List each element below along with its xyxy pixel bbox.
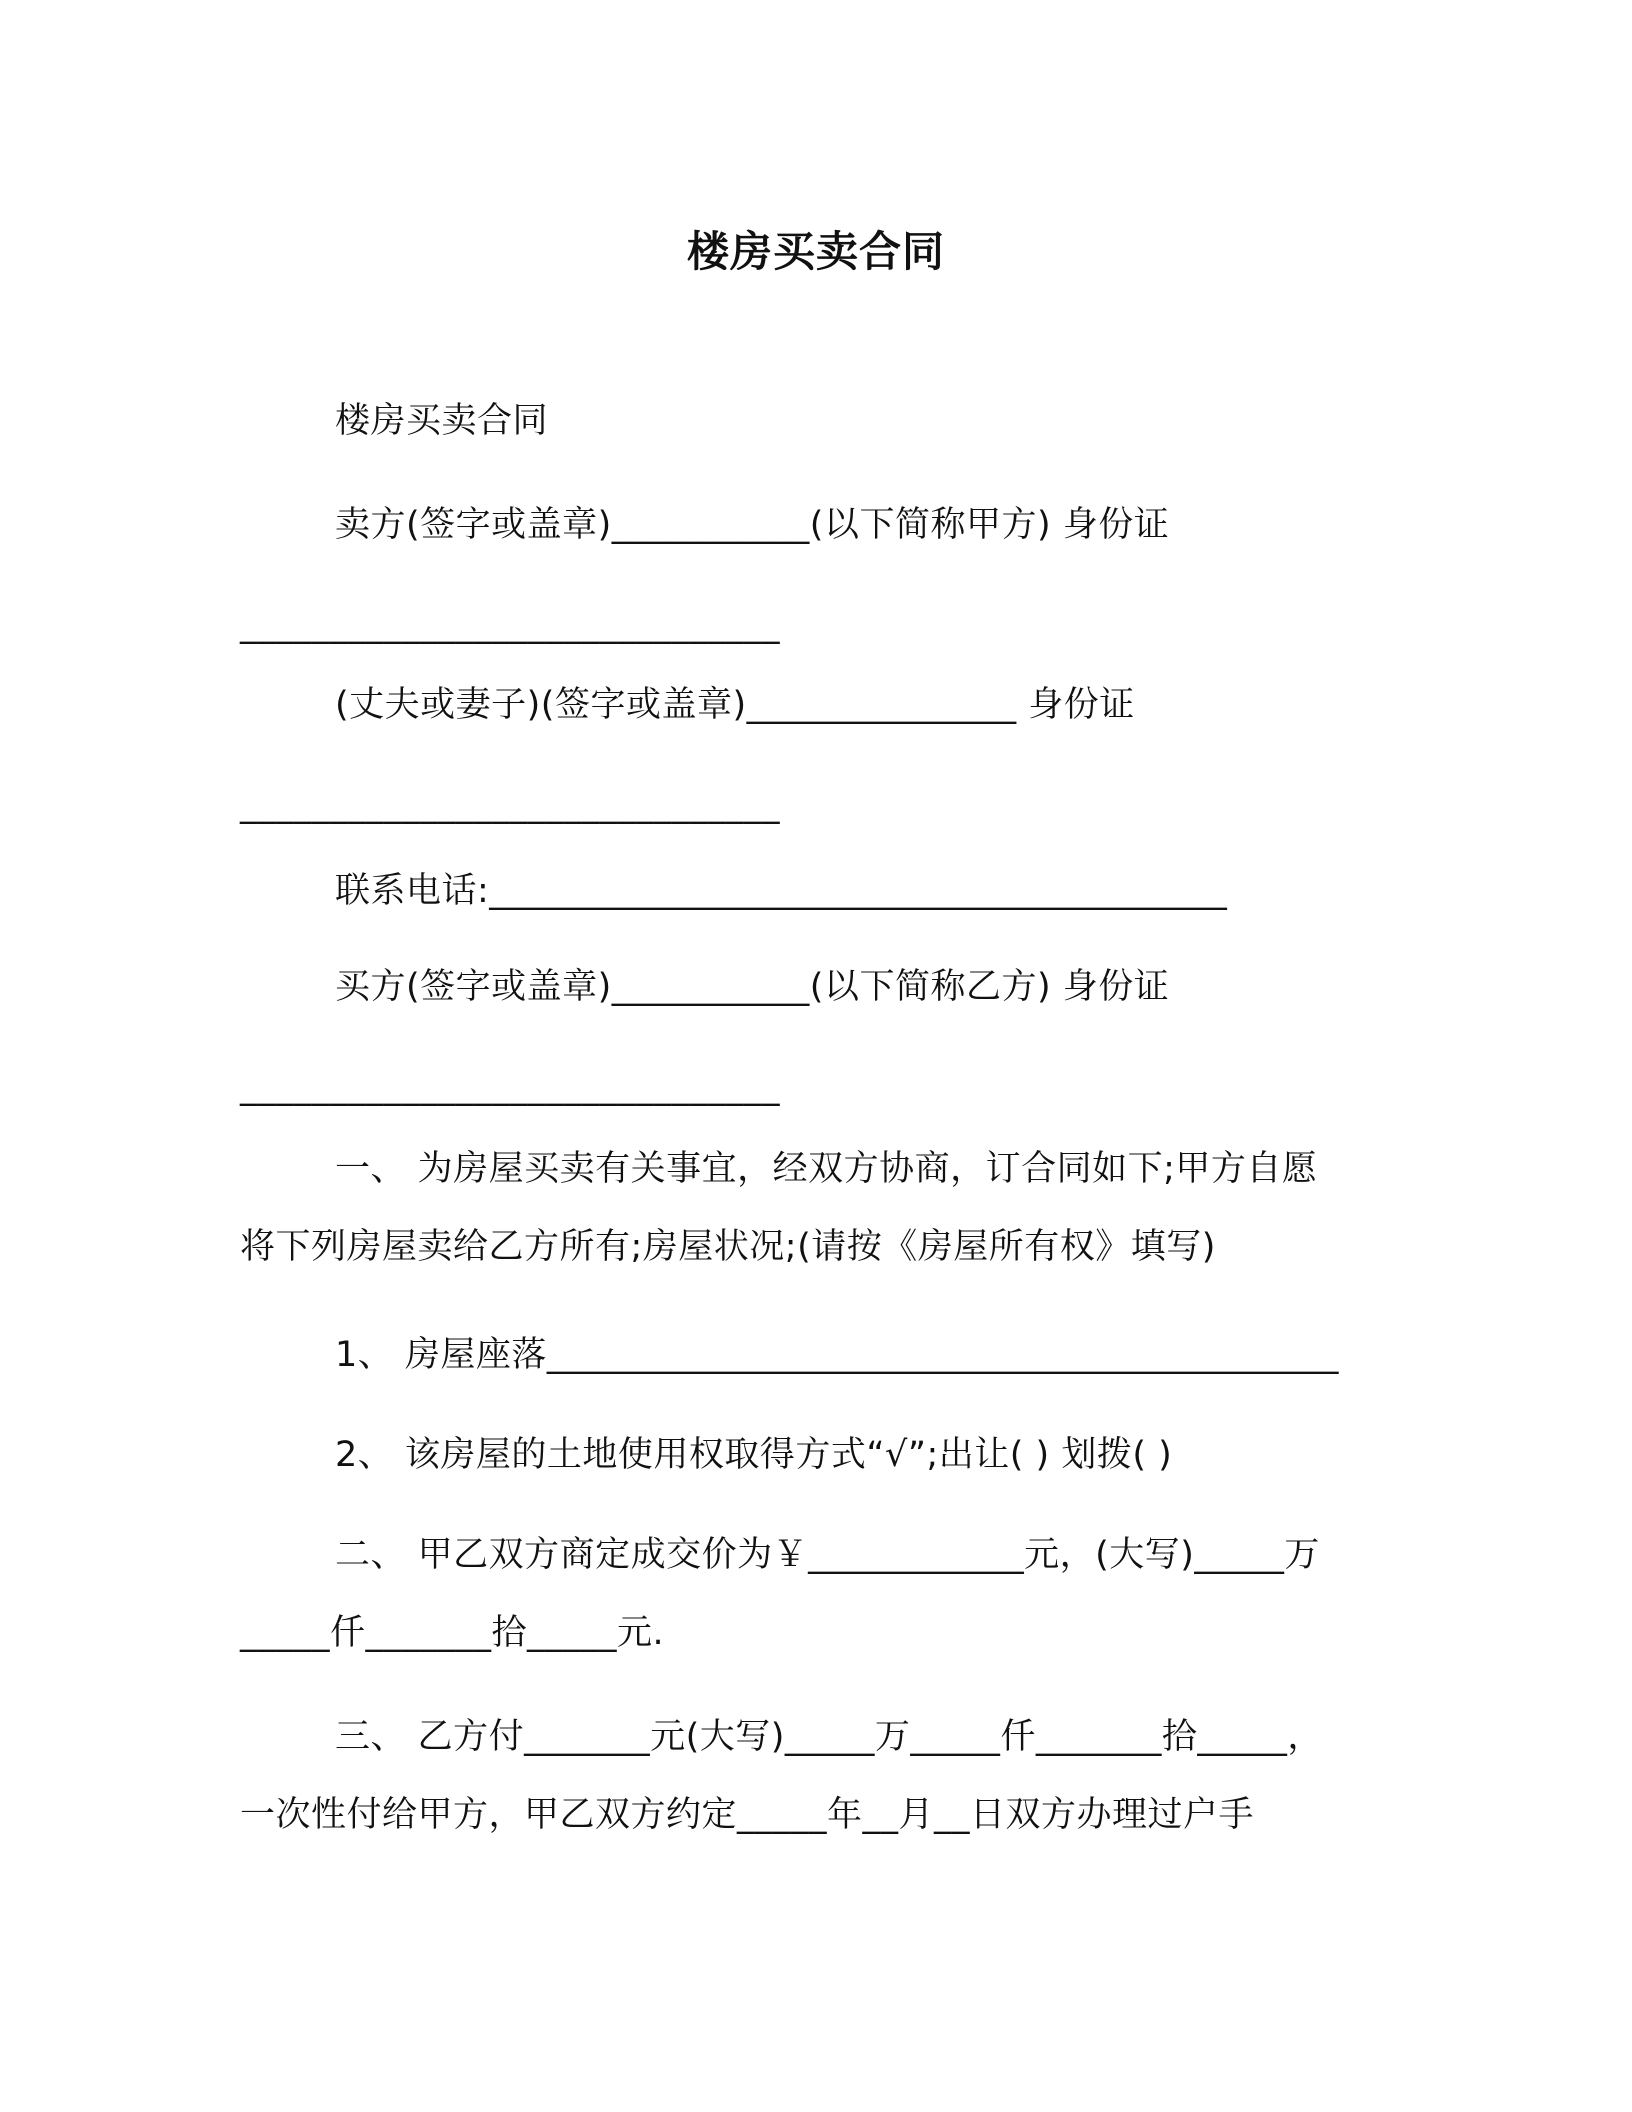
land-use-right-line: 2、 该房屋的土地使用权取得方式“√”;出让( ) 划拨( )	[335, 1435, 1173, 1475]
seller-id-blank: ______________________________	[240, 605, 780, 645]
spouse-id-blank: ______________________________	[240, 785, 780, 825]
clause-1-line-1: 一、 为房屋买卖有关事宜，经双方协商，订合同如下;甲方自愿	[335, 1149, 1318, 1189]
clause-1-line-2: 将下列房屋卖给乙方所有;房屋状况;(请按《房屋所有权》填写)	[240, 1227, 1216, 1267]
spouse-line: (丈夫或妻子)(签字或盖章)_______________ 身份证	[335, 685, 1135, 725]
clause-2-line-2: _____仟_______拾_____元.	[240, 1613, 665, 1653]
subtitle-line: 楼房买卖合同	[335, 401, 549, 441]
seller-line: 卖方(签字或盖章)___________(以下简称甲方) 身份证	[335, 505, 1170, 545]
page-title: 楼房买卖合同	[686, 227, 945, 276]
buyer-id-blank: ______________________________	[240, 1067, 780, 1107]
phone-line: 联系电话:_________________________________________	[335, 871, 1228, 911]
clause-2-line-1: 二、 甲乙双方商定成交价为￥____________元，(大写)_____万	[335, 1535, 1320, 1575]
buyer-line: 买方(签字或盖章)___________(以下简称乙方) 身份证	[335, 967, 1170, 1007]
clause-3-line-2: 一次性付给甲方，甲乙双方约定_____年__月__日双方办理过户手	[240, 1795, 1255, 1835]
clause-3-line-1: 三、 乙方付_______元(大写)_____万_____仟_______拾_____，	[335, 1717, 1323, 1757]
house-location-line: 1、 房屋座落____________________________________________	[335, 1335, 1339, 1375]
